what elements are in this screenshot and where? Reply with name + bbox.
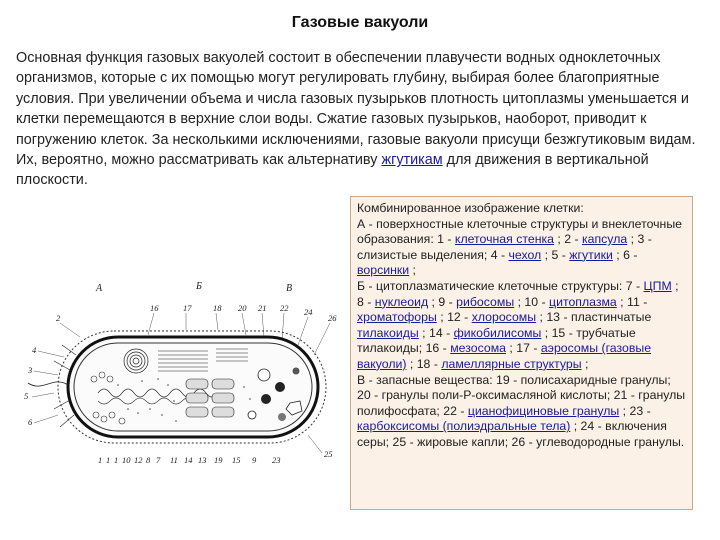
link-phycobilisomes[interactable]: фикобилисомы	[453, 325, 542, 340]
caption-text: ; 13 - пластинчатые	[536, 310, 652, 325]
caption-section-b	[357, 279, 687, 373]
label-bottom-19: 19	[214, 455, 223, 465]
label-5: 5	[24, 391, 29, 401]
section-label-b: Б	[196, 281, 202, 292]
link-thylakoids[interactable]: тилакоиды	[357, 325, 419, 340]
caption-text: ; 12 -	[436, 310, 472, 325]
link-aerosomes[interactable]: аэросомы (газовые вакуоли)	[357, 341, 652, 371]
link-villi[interactable]: ворсинки	[357, 263, 410, 278]
figure-caption	[350, 196, 693, 510]
link-lamellar[interactable]: ламеллярные структуры	[441, 356, 582, 371]
link-nucleoid[interactable]: нуклеоид	[374, 294, 429, 309]
caption-section-v	[357, 373, 687, 451]
label-20: 20	[238, 303, 247, 313]
caption-text: ;	[581, 356, 589, 371]
caption-section-a	[357, 217, 687, 279]
caption-text: ; 18 -	[406, 356, 442, 371]
label-bottom-1c: 1	[114, 455, 119, 465]
label-22: 22	[280, 303, 289, 313]
caption-text: А - поверхностные клеточные структуры и внеклеточные образования: 1 -	[357, 216, 683, 247]
label-bottom-1b: 1	[106, 455, 111, 465]
link-sheath[interactable]: чехол	[508, 247, 542, 262]
label-bottom-13: 13	[198, 455, 207, 465]
caption-text: ; 17 -	[505, 341, 541, 356]
section-label-a: А	[96, 283, 103, 294]
caption-text: ; 5 -	[541, 247, 570, 262]
section-label-v: В	[286, 283, 293, 294]
label-6: 6	[28, 417, 33, 427]
label-bottom-23: 23	[272, 455, 281, 465]
link-cytoplasm[interactable]: цитоплазма	[549, 294, 617, 309]
label-25: 25	[324, 449, 333, 459]
caption-text: Б - цитоплазматические клеточные структуры: 7 -	[357, 278, 644, 293]
label-bottom-7: 7	[156, 455, 161, 465]
link-flagella[interactable]: жгутики	[569, 247, 613, 262]
label-17: 17	[183, 303, 192, 313]
link-cyanophycin[interactable]: цианофициновые гранулы	[467, 403, 620, 418]
caption-text: ; 2 -	[553, 232, 583, 247]
link-carboxysomes[interactable]: карбоксисомы (полиэдральные тела)	[357, 419, 571, 434]
label-bottom-8: 8	[146, 455, 151, 465]
label-24: 24	[304, 307, 313, 317]
flagellum	[28, 382, 68, 386]
link-ribosomes[interactable]: рибосомы	[456, 294, 515, 309]
paragraph-text: Основная функция газовых вакуолей состоит в обеспечении плавучести водных одноклеточных организмов, которые с их помощью могут регулировать глубину, выбирая более благоприятные условия. При увеличении объема и числа газовых пузырьков плотность цитоплазмы уменьшается и клетки перемещаются в верхние слои воды. Сжатие газовых пузырьков, наоборот, приводит к погружению клеток. За несколькими исключениями, газовые вакуоли присущи безжгутиковым видам. Их, вероятно, можно рассматривать как альтернативу	[16, 50, 696, 169]
caption-heading: Комбинированное изображение клетки:	[357, 201, 584, 215]
link-capsule[interactable]: капсула	[582, 232, 628, 247]
caption-text: ; 14 -	[418, 325, 454, 340]
label-bottom-12: 12	[134, 455, 143, 465]
label-bottom-1a: 1	[98, 455, 103, 465]
label-3: 3	[28, 365, 33, 375]
caption-text: ; 11 -	[616, 294, 648, 309]
label-26: 26	[328, 313, 337, 323]
label-bottom-14: 14	[184, 455, 193, 465]
caption-text: В - запасные вещества: 19 - полисахаридные гранулы; 20 - гранулы поли-Р-оксимасляной кислоты; 21 - гранулы полифосфата; 22 -	[357, 372, 686, 418]
page-title: Газовые вакуоли	[291, 14, 429, 31]
link-chlorosomes[interactable]: хлоросомы	[471, 310, 537, 325]
link-chromatophores[interactable]: хроматофоры	[357, 310, 437, 325]
caption-text: ; 24 - включения серы; 25 - жировые капли; 26 - углеводородные гранулы.	[357, 419, 685, 449]
label-bottom-10: 10	[122, 455, 131, 465]
caption-text: ;	[409, 263, 416, 278]
label-bottom-9: 9	[252, 455, 257, 465]
caption-text: ; 9 -	[428, 294, 457, 309]
main-paragraph	[16, 48, 711, 191]
caption-text: ; 15 - трубчатые тилакоиды; 16 -	[357, 325, 636, 356]
label-2: 2	[56, 313, 61, 323]
label-21: 21	[258, 303, 267, 313]
link-mesosome[interactable]: мезосома	[450, 341, 506, 356]
link-cell-wall[interactable]: клеточная стенка	[454, 232, 554, 247]
label-18: 18	[213, 303, 222, 313]
paragraph-text-end: для движения в вертикальной плоскости.	[16, 152, 649, 189]
caption-text: ; 6 -	[612, 247, 638, 262]
caption-text: ; 23 -	[619, 403, 651, 418]
label-4: 4	[32, 345, 37, 355]
caption-text: ; 3 - слизистые выделения; 4 -	[357, 232, 652, 262]
link-cpm[interactable]: ЦПМ	[643, 278, 672, 293]
cell-diagram	[18, 275, 348, 475]
label-bottom-11: 11	[170, 455, 178, 465]
label-16: 16	[150, 303, 159, 313]
caption-text: ; 10 -	[514, 294, 550, 309]
caption-text: ; 8 -	[357, 278, 679, 309]
flagella-link[interactable]: жгутикам	[381, 152, 443, 169]
label-bottom-15: 15	[232, 455, 241, 465]
